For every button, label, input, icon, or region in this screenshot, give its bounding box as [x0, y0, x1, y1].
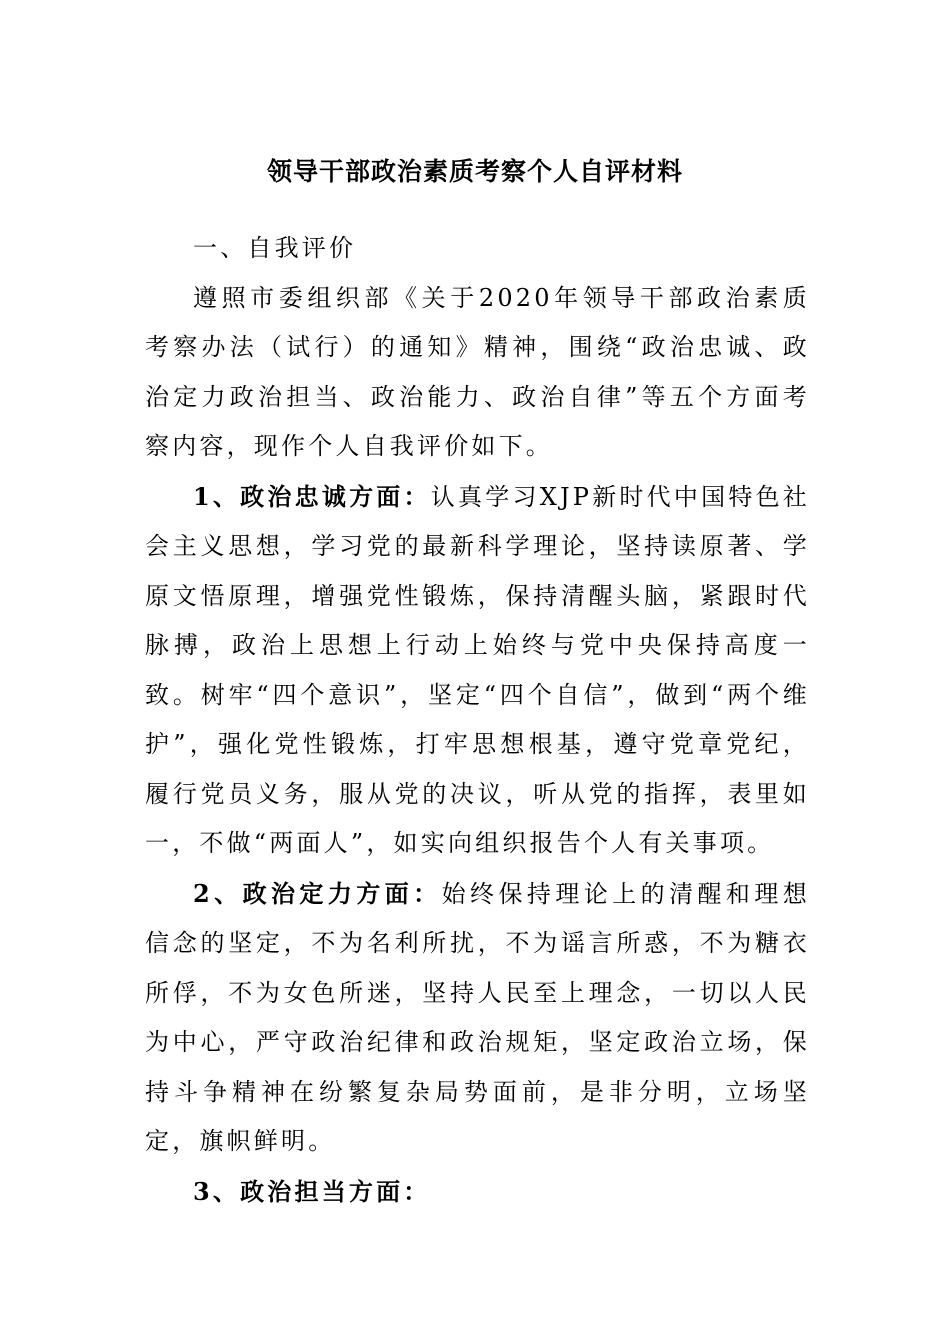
intro-paragraph: 遵照市委组织部《关于2020年领导干部政治素质考察办法（试行）的通知》精神，围绕“政治忠诚、政治定力政治担当、政治能力、政治自律”等五个方面考察内容，现作个人自我评价如下。 [145, 283, 810, 460]
point-label-3: 3、政治担当方面： [193, 1176, 431, 1206]
document-title: 领导干部政治素质考察个人自评材料 [266, 157, 683, 186]
point-text-2: 始终保持理论上的清醒和理想信念的坚定，不为名利所扰，不为谣言所惑，不为糖衣所俘，不为女色所迷，坚持人民至上理念，一切以人民为中心，严守政治纪律和政治规矩，坚定政治立场，保持斗争精神在纷繁复杂局势面前，是非分明，立场坚定，旗帜鲜明。 [145, 879, 811, 1155]
point-paragraph-2 [145, 869, 810, 1167]
point-label-2: 2、政治定力方面： [193, 878, 442, 908]
point-text-1: 认真学习XJP新时代中国特色社会主义思想，学习党的最新科学理论，坚持读原著、学原文悟原理，增强党性锻炼，保持清醒头脑，紧跟时代脉搏，政治上思想上行动上始终与党中央保持高度一致。树牢“四个意识”，坚定“四个自信”，做到“两个维护”，强化党性锻炼，打牢思想根基，遵守党章党纪，履行党员义务，服从党的决议，听从党的指挥，表里如一，不做“两面人”，如实向组织报告个人有关事项。 [145, 482, 811, 857]
point-paragraph-3 [145, 1167, 810, 1218]
point-paragraph-1 [145, 472, 810, 869]
document-body [145, 224, 810, 1217]
point-label-1: 1、政治忠诚方面： [193, 481, 431, 511]
section-heading: 一、自我评价 [193, 234, 357, 262]
